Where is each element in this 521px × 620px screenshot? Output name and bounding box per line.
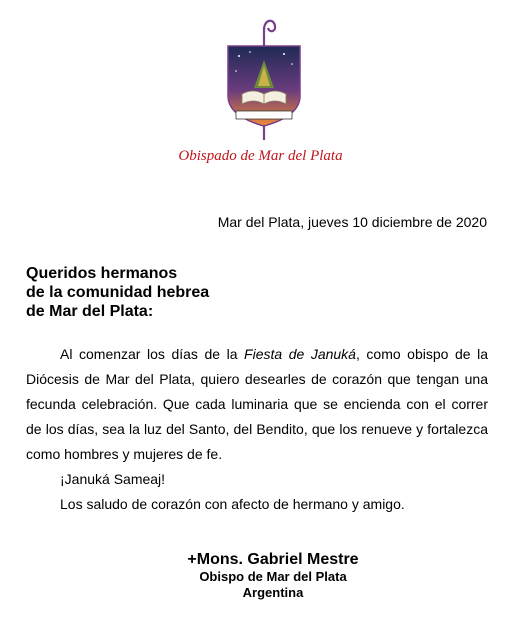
seal-text: Obispado de Mar del Plata bbox=[178, 148, 343, 164]
salutation-line: de Mar del Plata: bbox=[26, 303, 154, 320]
paragraph-closing: Los saludo de corazón con afecto de hermano y amigo. bbox=[60, 496, 405, 512]
paragraph-greeting bbox=[26, 342, 488, 467]
paragraph-text: , como obispo de la Diócesis de Mar del Plata, quiero desearles de corazón que tengan una fecunda celebración. Que cada luminaria que se encienda con el correr de los días, sea la luz del Santo, del Bendito, que los renueve y fortalezca como hombres y mujeres de fe. bbox=[26, 346, 488, 462]
feast-name: Fiesta de Januká bbox=[244, 346, 356, 362]
signer-role: Obispo de Mar del Plata bbox=[199, 569, 347, 584]
salutation-line: Queridos hermanos bbox=[26, 265, 178, 282]
salutation bbox=[26, 264, 209, 321]
place-date: Mar del Plata, jueves 10 diciembre de 2020 bbox=[217, 214, 487, 230]
letterhead bbox=[0, 0, 521, 170]
signature-block bbox=[140, 550, 406, 601]
diocese-crest-icon bbox=[222, 16, 306, 140]
signer-country: Argentina bbox=[242, 585, 304, 600]
paragraph-text: Al comenzar los días de la bbox=[60, 346, 245, 362]
signer-name: +Mons. Gabriel Mestre bbox=[187, 551, 359, 568]
paragraph-exclamation: ¡Januká Sameaj! bbox=[60, 471, 166, 487]
salutation-line: de la comunidad hebrea bbox=[26, 284, 210, 301]
letter-body bbox=[26, 342, 488, 517]
